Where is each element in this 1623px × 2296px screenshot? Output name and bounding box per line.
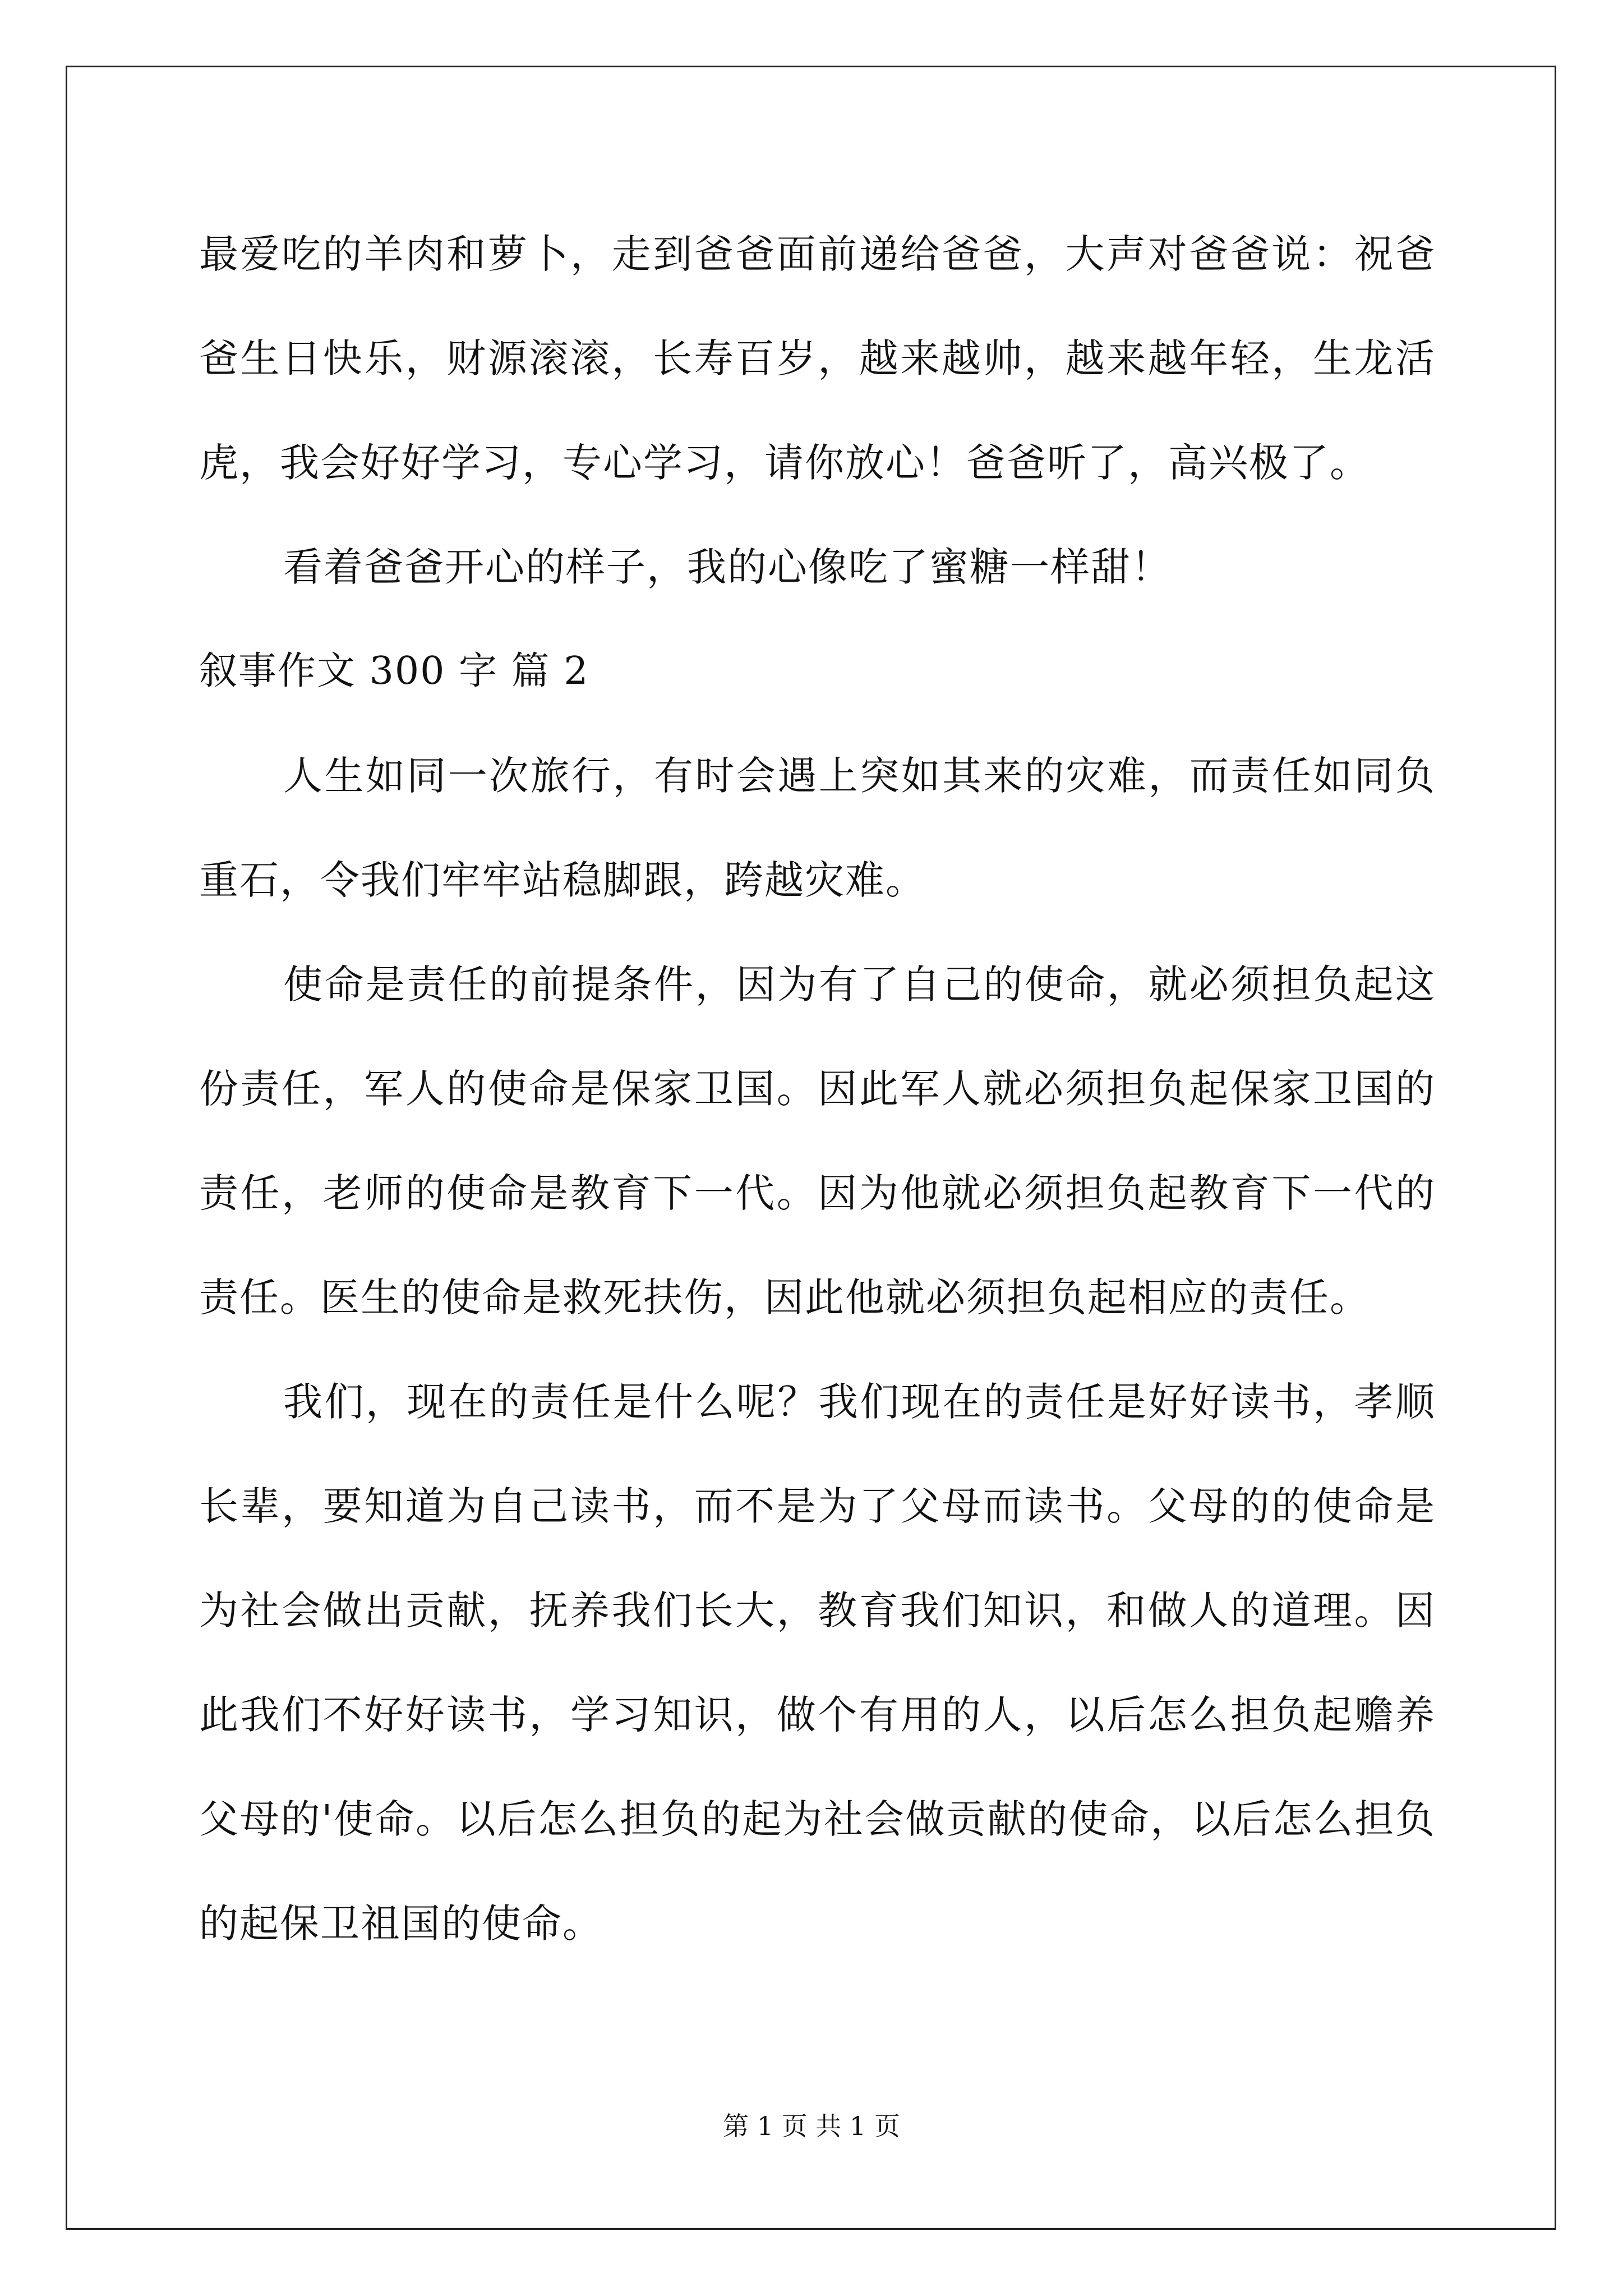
paragraph: 人生如同一次旅行，有时会遇上突如其来的灾难，而责任如同负重石，令我们牢牢站稳脚跟，跨越灾难。	[199, 753, 1436, 903]
paragraph: 使命是责任的前提条件，因为有了自己的使命，就必须担负起这份责任，军人的使命是保家卫国。因此军人就必须担负起保家卫国的责任，老师的使命是教育下一代。因为他就必须担负起教育下一代的责任。医生的使命是救死扶伤，因此他就必须担负起相应的责任。	[199, 961, 1436, 1320]
paragraph: 看着爸爸开心的样子，我的心像吃了蜜糖一样甜！	[283, 544, 1172, 590]
paragraph-continued: 最爱吃的羊肉和萝卜，走到爸爸面前递给爸爸，大声对爸爸说：祝爸爸生日快乐，财源滚滚，长寿百岁，越来越帅，越来越年轻，生龙活虎，我会好好学习，专心学习，请你放心！爸爸听了，高兴极了。	[199, 231, 1436, 486]
page-footer: 第 1 页 共 1 页	[723, 2111, 900, 2141]
document-body	[199, 202, 1436, 1976]
paragraph: 我们，现在的责任是什么呢？我们现在的责任是好好读书，孝顺长辈，要知道为自己读书，而不是为了父母而读书。父母的的使命是为社会做出贡献，抚养我们长大，教育我们知识，和做人的道理。因此我们不好好读书，学习知识，做个有用的人，以后怎么担负起赡养父母的'使命。以后怎么担负的起为社会做贡献的使命，以后怎么担负的起保卫祖国的使命。	[199, 1379, 1436, 1947]
section-heading: 叙事作文 300 字 篇 2	[199, 649, 589, 693]
